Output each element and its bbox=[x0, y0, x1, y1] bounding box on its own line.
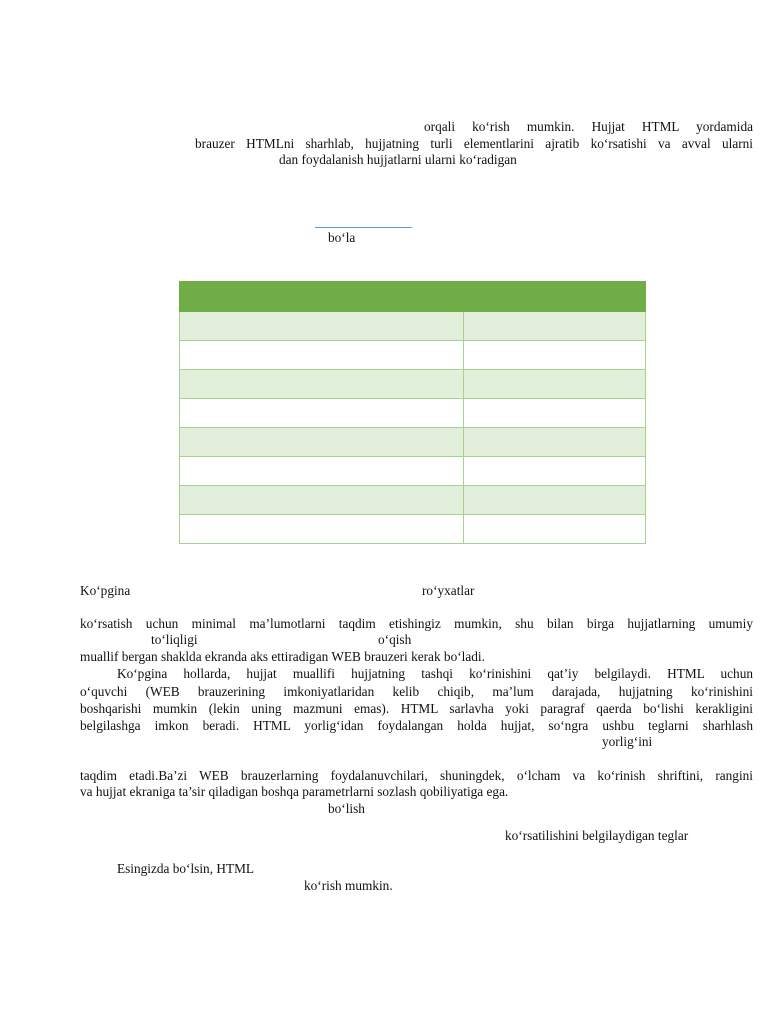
link-fragment: bo‘la bbox=[328, 230, 356, 245]
table-header-row bbox=[180, 282, 646, 312]
data-table bbox=[179, 281, 646, 544]
para2-line-4: belgilashga imkon beradi. HTML yorlig‘idan foydalangan holda hujjat, so‘ngra ushbu teglarni sharhlash bbox=[80, 718, 753, 733]
word-oqish: o‘qish bbox=[378, 632, 412, 647]
table-row bbox=[180, 515, 646, 544]
phrase-korish-mumkin: ko‘rish mumkin. bbox=[304, 878, 393, 893]
table-row bbox=[180, 399, 646, 428]
table-row bbox=[180, 370, 646, 399]
word-bolish: bo‘lish bbox=[328, 801, 365, 816]
table-row bbox=[180, 428, 646, 457]
table-cell bbox=[180, 341, 464, 370]
table-cell bbox=[464, 515, 646, 544]
table-cell bbox=[464, 312, 646, 341]
table-header-cell bbox=[180, 282, 464, 312]
table-cell bbox=[464, 428, 646, 457]
table-row bbox=[180, 486, 646, 515]
table-cell bbox=[464, 370, 646, 399]
table-row bbox=[180, 457, 646, 486]
phrase-korsatilishini: ko‘rsatilishini belgilaydigan teglar bbox=[505, 828, 689, 843]
table-cell bbox=[464, 341, 646, 370]
phrase-esingizda: Esingizda bo‘lsin, HTML bbox=[117, 861, 255, 876]
word-royxatlar: ro‘yxatlar bbox=[422, 583, 475, 598]
table-cell bbox=[180, 428, 464, 457]
para2-line-1: Ko‘pgina hollarda, hujjat muallifi hujjatning tashqi ko‘rinishini qat’iy belgilaydi. HTML uchun bbox=[117, 666, 753, 681]
top-line-3: dan foydalanish hujjatlarni ularni ko‘radigan bbox=[279, 152, 517, 167]
top-line-1: orqali ko‘rish mumkin. Hujjat HTML yordamida bbox=[424, 119, 753, 134]
table-cell bbox=[464, 399, 646, 428]
table-cell bbox=[180, 486, 464, 515]
line-korsatish: ko‘rsatish uchun minimal ma’lumotlarni taqdim etishingiz mumkin, shu bilan birga hujjatlarning umumiy bbox=[80, 616, 753, 631]
table-row bbox=[180, 341, 646, 370]
table-cell bbox=[180, 515, 464, 544]
table-cell bbox=[180, 370, 464, 399]
top-line-2: brauzer HTMLni sharhlab, hujjatning turli elementlarini ajratib ko‘rsatishi va avval ularni bbox=[195, 136, 753, 151]
link-underline bbox=[315, 227, 412, 228]
word-toliqligi: to‘liqligi bbox=[151, 632, 198, 647]
word-kopgina: Ko‘pgina bbox=[80, 583, 131, 598]
line-taqdim-2: va hujjat ekraniga ta’sir qiladigan boshqa parametrlarni sozlash qobiliyatiga ega. bbox=[80, 784, 509, 799]
para2-line-3: boshqarishi mumkin (lekin uning mazmuni emas). HTML sarlavha yoki paragraf qaerda bo‘lishi kerakligini bbox=[80, 701, 753, 716]
table-cell bbox=[464, 486, 646, 515]
table-cell bbox=[180, 312, 464, 341]
table-row bbox=[180, 312, 646, 341]
para2-line-2: o‘quvchi (WEB brauzerining imkoniyatlaridan kelib chiqib, ma’lum darajada, hujjatning ko‘rinishini bbox=[80, 684, 753, 699]
line-taqdim-1: taqdim etadi.Ba’zi WEB brauzerlarning foydalanuvchilari, shuningdek, o‘lcham va ko‘rinish shriftini, rangini bbox=[80, 768, 753, 783]
table-cell bbox=[180, 399, 464, 428]
word-yorligini: yorlig‘ini bbox=[602, 734, 653, 749]
table-cell bbox=[464, 457, 646, 486]
line-muallif: muallif bergan shaklda ekranda aks ettiradigan WEB brauzeri kerak bo‘ladi. bbox=[80, 649, 485, 664]
table-cell bbox=[180, 457, 464, 486]
table-header-cell bbox=[464, 282, 646, 312]
